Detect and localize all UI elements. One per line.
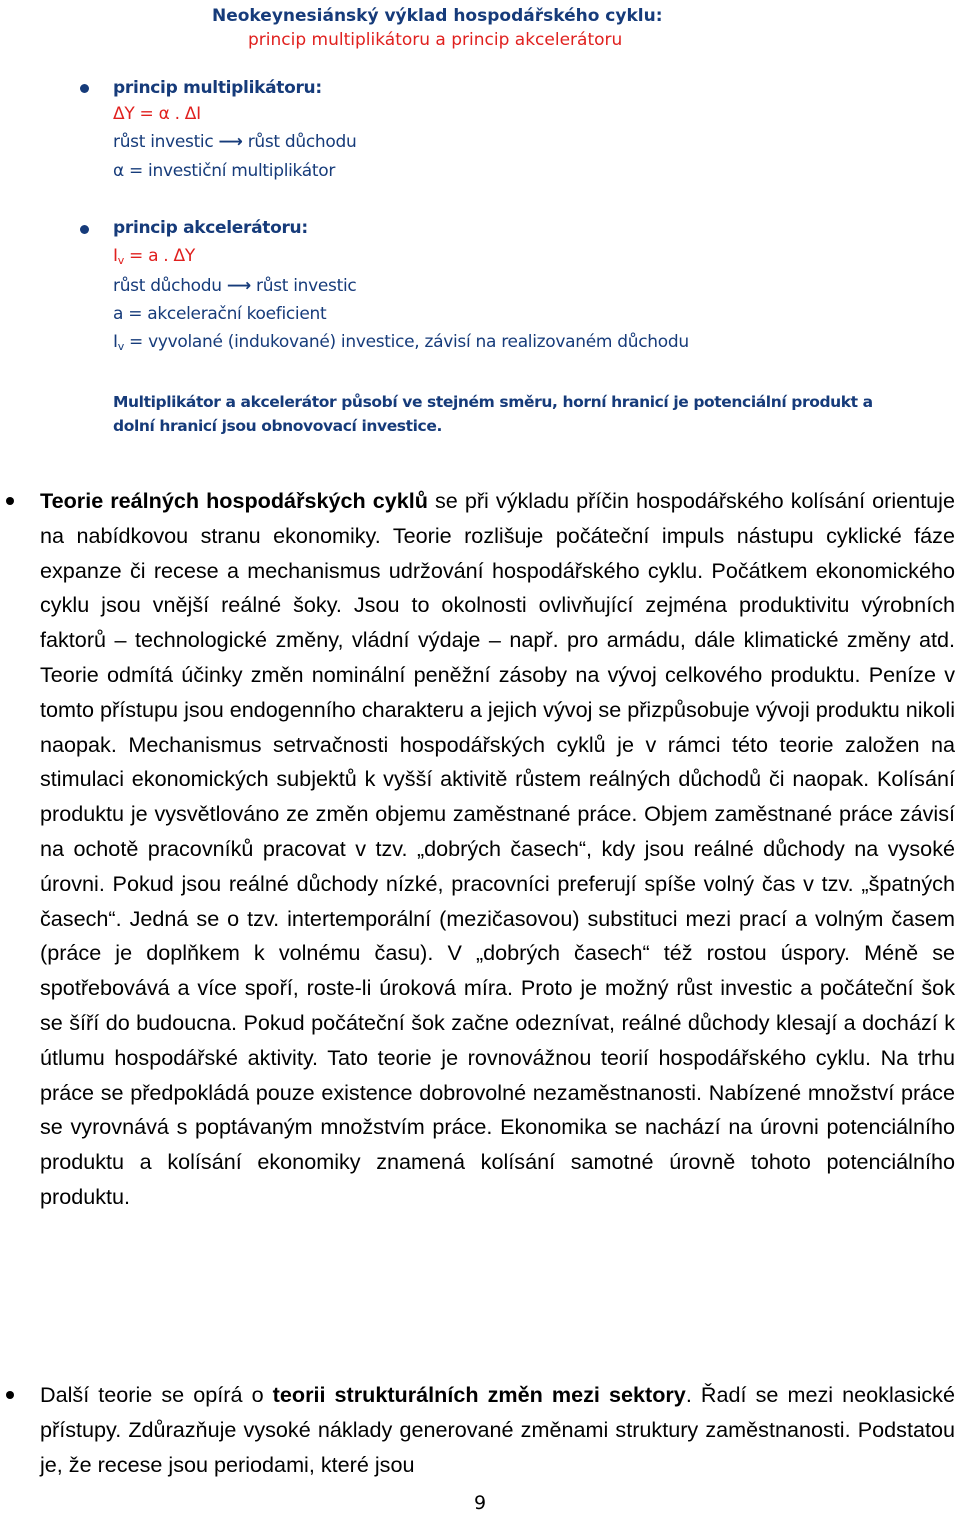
accelerator-formula bbox=[113, 246, 195, 267]
page-number: 9 bbox=[473, 1492, 487, 1514]
slide-bullet-icon bbox=[80, 84, 89, 93]
multiplier-flow bbox=[113, 132, 356, 152]
paragraph-text-before: Další teorie se opírá o bbox=[40, 1382, 273, 1407]
iv-sub: v bbox=[117, 340, 124, 353]
formula-sub: v bbox=[117, 254, 124, 267]
paragraph-bold-lead: Teorie reálných hospodářských cyklů bbox=[40, 488, 428, 513]
slide-image bbox=[80, 0, 880, 440]
formula-rest: = a . ΔY bbox=[123, 246, 195, 266]
accelerator-flow-from: růst důchodu bbox=[113, 276, 222, 296]
formula-var: I bbox=[113, 246, 118, 266]
multiplier-definition: α = investiční multiplikátor bbox=[113, 161, 336, 181]
accelerator-definition-a: a = akcelerační koeficient bbox=[113, 304, 327, 324]
accelerator-definition-iv bbox=[113, 332, 689, 353]
multiplier-flow-to: růst důchodu bbox=[247, 132, 357, 152]
paragraph-bold: teorii strukturálních změn mezi sektory bbox=[272, 1382, 686, 1407]
paragraph-text: se při výkladu příčin hospodářského kolísání orientuje na nabídkovou stranu ekonomiky. Teorie rozlišuje počáteční impuls nástupu cyklické fáze expanze či recese a mechanismus udržování hospodářského cyklu. Počátkem ekonomického cyklu jsou vnější reálné šoky. Jsou to okolnosti ovlivňující zejména produktivitu výrobních faktorů – technologické změny, vládní výdaje – např. pro armádu, dále klimatické změny atd. Teorie odmítá účinky změn nominální peněžní zásoby na vývoj celkového produktu. Peníze v tomto přístupu jsou endogenního charakteru a jejich vývoj se přizpůsobuje vývoji produktu nikoli naopak. Mechanismus setrvačnosti hospodářských cyklů je v rámci této teorie založen na stimulaci ekonomických subjektů k vyšší aktivitě růstem reálných důchodů či naopak. Kolísání produktu je vysvětlováno ze změn objemu zaměstnané práce. Objem zaměstnané práce závisí na ochotě pracovníků pracovat v tzv. „dobrých časech“, kdy jsou reálné důchody na vysoké úrovni. Pokud jsou reálné důchody nízké, pracovníci preferují spíše volný čas v tzv. „špatných časech“. Jedná se o tzv. intertemporální (mezičasovou) substituci mezi prací a volným časem (práce je doplňkem k volnému času). V „dobrých časech“ též rostou úspory. Méně se spotřebovává a více spoří, roste-li úroková míra. Proto je možný růst investic a počáteční šok se šíří do budoucna. Pokud počáteční šok začne odeznívat, reálné důchody klesají a dochází k útlumu hospodářské aktivity. Tato teorie je rovnovážnou teorií hospodářského cyklu. Na trhu práce se předpokládá pouze existence dobrovolné nezaměstnanosti. Nabízené množství práce se vyrovnává s poptávaným množstvím práce. Ekonomika se nachází na úrovni potenciálního produktu a kolísání ekonomiky znamená kolísání samotné úrovně tohoto potenciálního produktu. bbox=[40, 488, 955, 1209]
right-arrow-icon: ⟶ bbox=[218, 132, 243, 152]
multiplier-formula: ΔY = α . ΔI bbox=[113, 104, 201, 124]
slide-subtitle: princip multiplikátoru a princip akcelerátoru bbox=[248, 30, 623, 50]
bullet-icon bbox=[6, 1391, 14, 1399]
right-arrow-icon: ⟶ bbox=[226, 276, 251, 296]
accelerator-heading: princip akcelerátoru: bbox=[113, 218, 308, 238]
accelerator-flow bbox=[113, 276, 356, 296]
slide-note: Multiplikátor a akcelerátor působí ve stejném směru, horní hranicí je potenciální produkt a dolní hranicí jsou obnovovací investice. bbox=[113, 393, 873, 435]
iv-text: = vyvolané (indukované) investice, závisí na realizovaném důchodu bbox=[123, 332, 689, 352]
slide-title: Neokeynesiánský výklad hospodářského cyklu: bbox=[212, 6, 663, 26]
paragraph-text-after: . Řadí se mezi neoklasické přístupy. Zdůrazňuje vysoké náklady generované změnami struktury zaměstnanosti. Podstatou je, že recese jsou periodami, které jsou bbox=[40, 1382, 955, 1477]
bullet-icon bbox=[6, 497, 14, 505]
multiplier-heading: princip multiplikátoru: bbox=[113, 78, 322, 98]
paragraph-real-business-cycles bbox=[40, 484, 955, 1215]
accelerator-flow-to: růst investic bbox=[256, 276, 357, 296]
iv-var: I bbox=[113, 332, 118, 352]
slide-bullet-icon bbox=[80, 225, 89, 234]
multiplier-flow-from: růst investic bbox=[113, 132, 214, 152]
paragraph-structural-changes bbox=[40, 1378, 955, 1482]
